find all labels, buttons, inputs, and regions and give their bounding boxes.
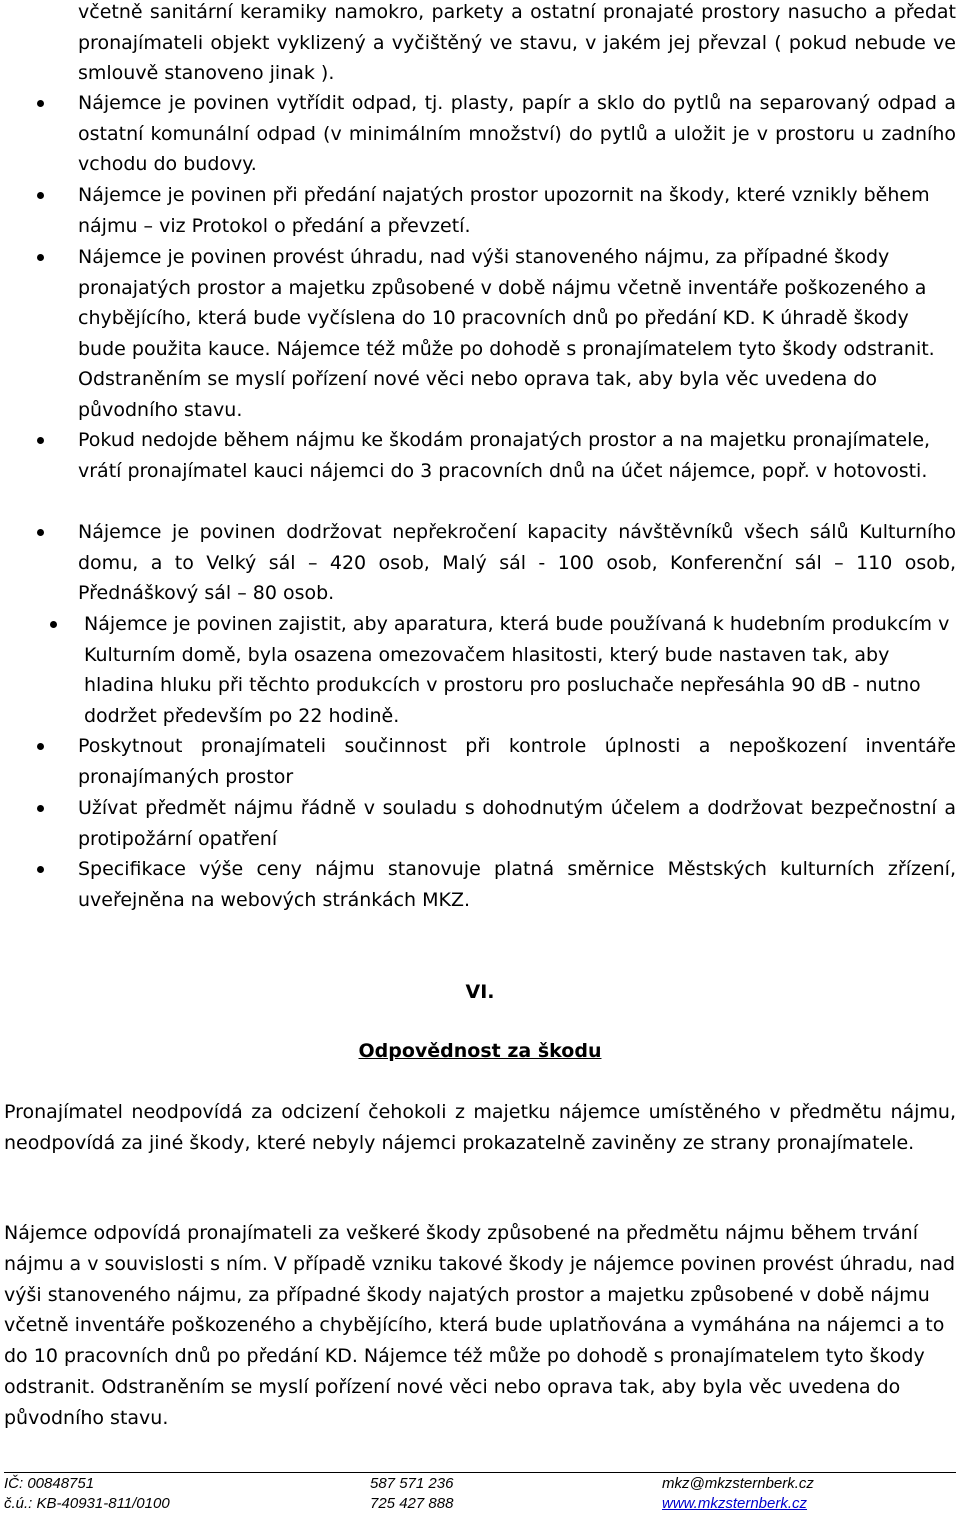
bullet-icon — [37, 437, 44, 444]
list-item-damage-report — [0, 180, 960, 241]
list-item-text: Pokud nedojde během nájmu ke škodám pronajatých prostor a na majetku pronajímatele, vrátí pronajímatel kauci nájemci do 3 pracovních dnů na účet nájemce, popř. v hotovosti. — [78, 429, 931, 482]
footer-phone-1: 587 571 236 — [370, 1475, 454, 1492]
list-item-text: Nájemce je povinen zajistit, aby aparatura, která bude používaná k hudebním produkcím v Kulturním domě, byla osazena omezovačem hlasitosti, který bude nastaven tak, aby hladina hluku při těchto produkcích v prostoru pro posluchače nepřesáhla 90 dB - nutno dodržet především po 22 hodině. — [84, 613, 950, 727]
list-item-text: Nájemce je povinen dodržovat nepřekročení kapacity návštěvníků všech sálů Kulturního domu, a to Velký sál – 420 osob, Malý sál - 100 osob, Konferenční sál – 110 osob, Přednáškový sál – 80 osob. — [78, 521, 956, 604]
footer-bank-account: č.ú.: KB-40931-811/0100 — [4, 1495, 170, 1512]
list-item-deposit-return — [0, 425, 960, 486]
bullet-icon — [50, 621, 57, 628]
footer-web-link[interactable]: www.mkzsternberk.cz — [662, 1495, 808, 1512]
list-item-damage-payment — [0, 242, 960, 425]
list-item-text: Poskytnout pronajímateli součinnost při kontrole úplnosti a nepoškození inventáře pronajímaných prostor — [78, 735, 956, 788]
bullet-icon — [37, 100, 44, 107]
bullet-icon — [37, 529, 44, 536]
footer-ic: IČ: 00848751 — [4, 1475, 95, 1492]
footer-row-2 — [4, 1493, 956, 1513]
list-item-proper-use — [0, 793, 960, 854]
list-item-continued — [0, 0, 960, 89]
section-title: Odpovědnost za škodu — [358, 1040, 602, 1062]
bullet-icon — [37, 866, 44, 873]
list-item-text: Nájemce je povinen při předání najatých prostor upozornit na škody, které vznikly během nájmu – viz Protokol o předání a převzetí. — [78, 184, 930, 237]
paragraph-liability-tenant: Nájemce odpovídá pronajímateli za veškeré škody způsobené na předmětu nájmu během trvání nájmu a v souvislosti s ním. V případě vzniku takové škody je nájemce povinen provést úhradu, nad výši stanoveného nájmu, za případné škody najatých prostor a majetku způsobené v době nájmu včetně inventáře poškozeného a chybějícího, která bude uplatňována a vymáhána na nájemci a to do 10 pracovních dnů po předání KD. Nájemce též může po dohodě s pronajímatelem tyto škody odstranit. Odstraněním se myslí pořízení nové věci nebo oprava tak, aby byla věc uvedena do původního stavu. — [4, 1222, 956, 1429]
list-item-price-spec — [0, 854, 960, 915]
section-number: VI. — [465, 981, 495, 1003]
list-item-noise-limiter — [0, 609, 960, 731]
bullet-icon — [37, 254, 44, 261]
list-item-cooperation — [0, 731, 960, 792]
list-item-text: Specifikace výše ceny nájmu stanovuje platná směrnice Městských kulturních zřízení, uveřejněna na webových stránkách MKZ. — [78, 858, 956, 911]
paragraph-liability-landlord: Pronajímatel neodpovídá za odcizení čehokoli z majetku nájemce umístěného v předmětu nájmu, neodpovídá za jiné škody, které nebyly nájemci prokazatelně zaviněny ze strany pronajímatele. — [4, 1101, 956, 1154]
list-item-waste-sorting — [0, 88, 960, 180]
list-item-text: včetně sanitární keramiky namokro, parkety a ostatní pronajaté prostory nasucho a předat pronajímateli objekt vyklizený a vyčištěný ve stavu, v jakém jej převzal ( pokud nebude ve smlouvě stanoveno jinak ). — [78, 1, 956, 84]
list-item-text: Užívat předmět nájmu řádně v souladu s dohodnutým účelem a dodržovat bezpečnostní a protipožární opatření — [78, 797, 956, 850]
bullet-icon — [37, 192, 44, 199]
footer-phone-2: 725 427 888 — [370, 1495, 454, 1512]
list-item-text: Nájemce je povinen provést úhradu, nad výši stanoveného nájmu, za případné škody pronajatých prostor a majetku způsobené v době nájmu včetně inventáře poškozeného a chybějícího, která bude vyčíslena do 10 pracovních dnů po předání KD. K úhradě škody bude použita kauce. Nájemce též může po dohodě s pronajímatelem tyto škody odstranit. Odstraněním se myslí pořízení nové věci nebo oprava tak, aby byla věc uvedena do původního stavu. — [78, 246, 935, 421]
list-item-text: Nájemce je povinen vytřídit odpad, tj. plasty, papír a sklo do pytlů na separovaný odpad a ostatní komunální odpad (v minimálním množství) do pytlů a uložit je v prostoru u zadního vchodu do budovy. — [78, 92, 956, 175]
bullet-icon — [37, 743, 44, 750]
footer-row-1 — [4, 1473, 956, 1493]
list-item-capacity — [0, 517, 960, 609]
page-footer — [4, 1472, 956, 1513]
bullet-icon — [37, 805, 44, 812]
footer-email[interactable]: mkz@mkzsternberk.cz — [662, 1475, 814, 1492]
